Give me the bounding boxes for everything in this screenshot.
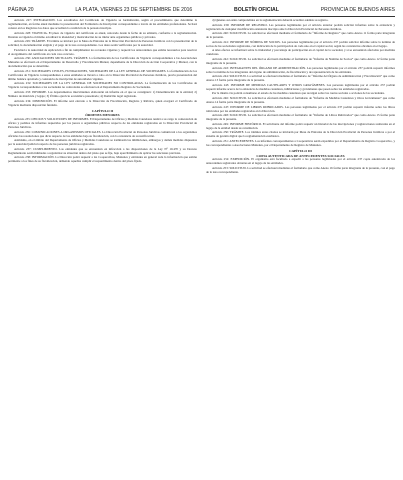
- article-paragraph: Artículo 243: INTEGRANTES DEL ÓRGANO DE ADMINISTRACIÓN. Las personas legitimadas por el artículo 237 podrán requerir informes sobre la nómina de los integrantes del órgano de administración, de fiscalización y de representación de las entidades.: [206, 65, 395, 74]
- article-paragraph: Por la misma vía podrán consultarse el estado de las medidas cautelares que recaigan sobre las cuotas sociales o acciones de las sociedades.: [212, 91, 385, 96]
- article-paragraph: Artículo 253: SOLICITUD. La solicitud se efectuará mediante el formulario que como Anexo 16 forma parte integrante de la presente, con el pago de la tasa correspondiente.: [206, 166, 395, 174]
- article-paragraph: Artículo 235: OFICIOS Y SOLICITUDES DE INFORMES. El Departamento de Oficios y Medidas Cautelares tendrá a su cargo la contestación de oficios y pedidos de informes requeridos por los jueces u organismos públicos respecto de las entidades registradas en la Dirección Provincial de Personas Jurídicas.: [8, 117, 197, 129]
- text-columns: [8, 19, 395, 476]
- article-paragraph: Artículo 250: TRÁMITE. Los trámites antes citados se iniciarán por Mesa de Entradas de la Dirección Provincial de Personas Jurídicas o por el sistema de gestión digital que la reglamentación establezca.: [206, 130, 395, 139]
- article-paragraph: Artículo 240: SOLICITUD. La solicitud se efectuará mediante el formulario de “Informe de Registro” que como Anexo 11 forma parte integrante de la presente.: [206, 31, 395, 40]
- page-number: PÁGINA 20: [8, 7, 34, 13]
- article-paragraph: Artículo 229: TRÁMITE. El trámite se iniciará por la Mesa de Entradas de la Dirección Provincial de Personas Jurídicas con la presentación de la solicitud, la documentación exigida y el pago de la tasa correspondiente. Los datos serán verificados por la autoridad.: [8, 39, 197, 48]
- article-paragraph: Asimismo, en el ámbito del Departamento de Oficios y Medidas Cautelares se tramitarán las inhibiciones, embargos y demás medidas dispuestas por la autoridad judicial respecto de las personas jurídicas registradas.: [8, 138, 197, 147]
- article-paragraph: Facultad a la Autoridad de Aplicación a fin de cumplimentar los recaudos vigentes y requerir los antecedentes que estime necesarios para resolver el otorgamiento del certificado en cada caso concreto.: [8, 47, 197, 56]
- issue-date: LA PLATA, VIERNES 23 DE SEPTIEMBRE DE 2016: [75, 7, 193, 13]
- article-paragraph: A tales efectos se informará sobre la titularidad y porcentaje de participación en el capital de la sociedad, y si se encuentran afectadas por medidas cautelares.: [206, 48, 395, 57]
- article-paragraph: Artículo 242: SOLICITUD. La solicitud se efectuará mediante el formulario de “Informe de Nómina de Socios” que como Anexo 12 forma parte integrante de la presente.: [206, 57, 395, 65]
- section-heading-title: CAPÍTULO III: [289, 149, 312, 154]
- bulletin-title: BOLETÍN OFICIAL: [234, 7, 279, 13]
- section-heading-subtitle: COPIA AUTENTICADA DE ANTECEDENTES SOCIALES: [256, 153, 345, 158]
- right-column: [206, 19, 395, 476]
- article-paragraph: Artículo 237: CUMPLIMIENTO. Las entidades que se encuentren en infracción a las disposiciones de la Ley N° 10.470 y su Decreto Reglamentario serán intimadas a regularizar su situación dentro del plazo que se fije, bajo apercibimiento de aplicar las sanciones previstas.: [8, 146, 197, 155]
- article-paragraph: Artículo 236: COMUNICACIONES A ORGANISMOS OFICIALES. La Dirección Provincial de Personas Jurídicas comunicará a los organismos oficiales las resoluciones que dicte respecto de las entidades bajo su fiscalización, con la constancia de su notificación.: [8, 129, 197, 138]
- article-paragraph: Artículo 233: INFORME. Los departamentos intervinientes elaborarán un informe en el que se consignará: 1) Denominación de la entidad; 2) Número de matrícula y legajo; 3) Último ejercicio económico presentado; 4) Domicilio legal registrado.: [8, 90, 197, 98]
- article-paragraph: Artículo 251: ANTECEDENTES. Los informes correspondientes a Cooperativas serán expedidos por el Departamento de Registro Cooperativo, y los correspondientes a Asociaciones Mutuales, por el Departamento de Registro de Mutuales.: [206, 139, 395, 147]
- article-paragraph: Artículo 230: ASOCIACIONES MUTUALES. TRÁMITE. La formalización de los Certificados de Vigencia correspondientes a las Asociaciones Mutuales se efectuará en el Departamento de Desarrollo y Fiscalización Mutual, dependiente de la Dirección de Acción Cooperativa y Mutual, con la documentación que se determine.: [8, 56, 197, 69]
- article-paragraph: Artículo 247: INFORME DE LIBROS RUBRICADOS. Las personas legitimadas por el artículo 237 podrán requerir informe sobre los libros rubricados por las entidades registradas en la Dirección.: [206, 104, 395, 113]
- section-heading-title: CAPÍTULO II: [91, 109, 114, 114]
- article-paragraph: Artículo 232: SOCIEDADES DE LA LEY GENERAL DE SOCIEDADES NO CONTROLADAS. La formalización de los Certificados de Vigencia correspondientes a las sociedades no controladas se efectuará en el Departamento Registro de Sociedades.: [8, 81, 197, 90]
- article-paragraph: Artículo 231: SOCIEDADES CIVILES, FUNDACIONES, SOCIEDADES DE LA LEY GENERAL DE SOCIEDADES. La formalización de los Certificados de Vigencia correspondientes a estas entidades se llevará a cabo en la Dirección Provincial de Personas Jurídicas, previa presentación del último balance aprobado y constancia de inscripción de autoridades vigentes.: [8, 68, 197, 81]
- article-paragraph: Artículo 249: INFORME HISTÓRICO. El solicitante del informe podrá requerir un historial de las inscripciones y registraciones realizadas en el legajo de la entidad desde su constitución.: [206, 121, 395, 130]
- article-paragraph: Artículo 246: SOLICITUD. La solicitud se efectuará mediante el formulario de “Informe de Medidas Cautelares y Otros Gravámenes” que como Anexo 14 forma parte integrante de la presente.: [206, 96, 395, 104]
- article-paragraph: Artículo 245: INFORME DE MEDIDAS CAUTELARES Y OTROS GRAVÁMENES. Las personas legitimadas por el artículo 237 podrán requerir informe acerca de la existencia de medidas cautelares, inhibiciones y gravámenes que pesen sobre las entidades registradas.: [206, 82, 395, 91]
- article-paragraph: Artículo 252: EXPEDICIÓN. El organismo está facultado a expedir a las personas legitimadas por el artículo 237 copia autenticada de los antecedentes registrados obrantes en el legajo de las entidades.: [206, 157, 395, 166]
- section-heading-subtitle: ÓRDENES MENORES: [85, 113, 120, 118]
- article-paragraph: d) Quienes así estén comprendidos en la reglamentación deberán acreditar además su registro.: [212, 19, 329, 22]
- article-paragraph: Artículo 248: SOLICITUD. La solicitud se efectuará mediante el formulario de “Informe de Libros Rubricados” que como Anexo 15 forma parte integrante de la presente.: [206, 113, 395, 122]
- page-header: [8, 5, 395, 17]
- article-paragraph: Artículo 239: INFORME DE REGISTRO. Las personas legitimadas por el artículo anterior podrán solicitar informes sobre la existencia y registración de cualquier modificación estatutaria inscripta ante la Dirección Provincial de Personas Jurídicas.: [206, 22, 395, 31]
- article-paragraph: Artículo 227: INTEGRACIÓN. Los acreditados del Certificado de Vigencia se formalizarán, según el procedimiento que determine la reglamentación, en forma anual mediante la presentación del Formulario de Inscripción correspondiente a través de las entidades profesionales. Se hará constar en los Registros los datos que acrediten la condición de la persona inscripta.: [8, 19, 197, 30]
- left-column: [8, 19, 197, 476]
- article-paragraph: Artículo 228: VIGENCIA. El plazo de vigencia del certificado es anual, renovado desde la fecha de su emisión, conforme a la reglamentación. Durante su vigencia el mismo acreditará la idoneidad y matriculación de su titular ante organismos públicos y privados.: [8, 30, 197, 39]
- article-paragraph: Artículo 241: INFORME DE NÓMINA DE SOCIOS. Las personas legitimadas por el artículo 237 podrán solicitar informe sobre la nómina de socios de las sociedades registradas, con indicación de la participación de cada uno en el capital social, según las constancias obrantes en el legajo.: [206, 39, 395, 48]
- article-paragraph: Artículo 234: DISPOSICIÓN. El informe será elevado a la Dirección de Fiscalización, Registro y Rúbrica, quien otorgará el Certificado de Vigencia mediante disposición fundada.: [8, 98, 197, 107]
- article-paragraph: Artículo 244: SOLICITUD. La solicitud se efectuará mediante el formulario de “Informe del Órgano de Administración y Fiscalización” que como Anexo 13 forma parte integrante de la presente.: [206, 74, 395, 83]
- article-paragraph: Artículo 238: INFORMACIÓN. La Dirección podrá requerir a las Cooperativas, Mutuales y entidades en general toda la información que estime pertinente a los fines de su fiscalización, debiendo aquellas cumplir el requerimiento dentro del plazo fijado.: [8, 155, 197, 164]
- province-name: PROVINCIA DE BUENOS AIRES: [320, 7, 395, 13]
